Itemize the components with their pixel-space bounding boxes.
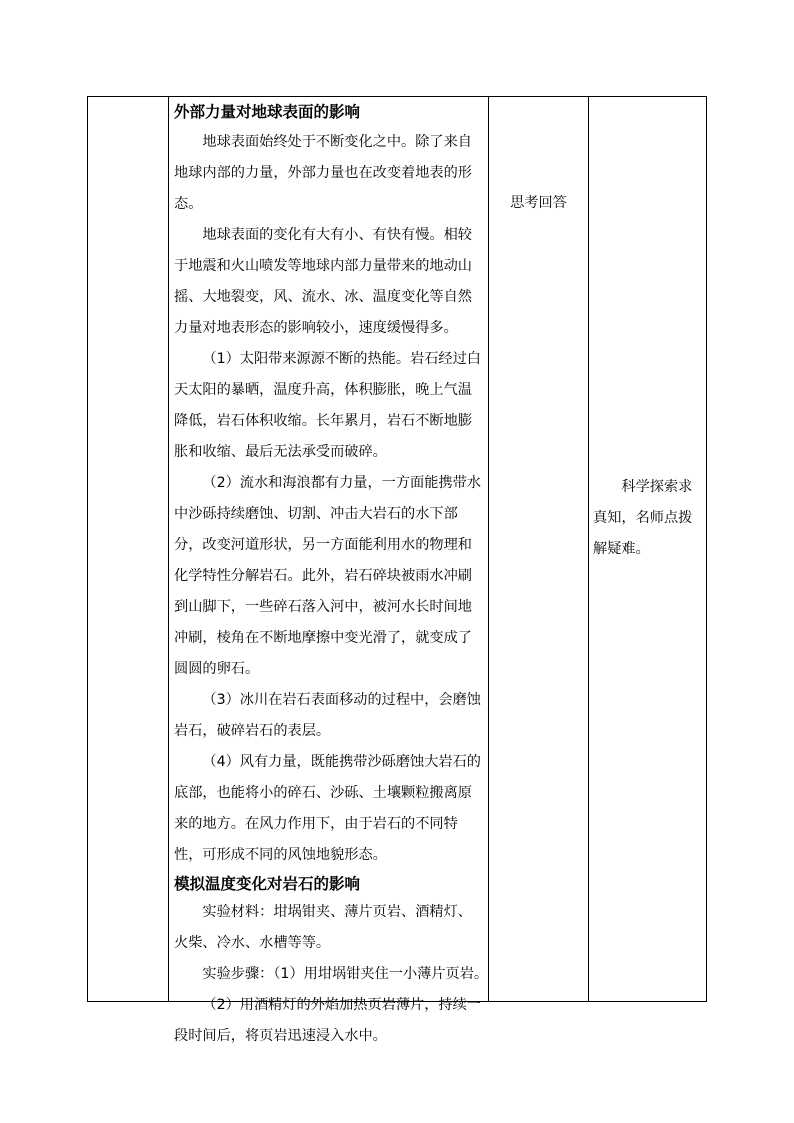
paragraph: 地球表面的变化有大有小、有快有慢。相较于地震和火山喷发等地球内部力量带来的地动山摇、大地裂变，风、流水、冰、温度变化等自然力量对地表形态的影响较小，速度缓慢得多。: [174, 227, 472, 336]
paragraph: 实验步骤：（1）用坩埚钳夹住一小薄片页岩。: [202, 966, 489, 982]
column-divider-3: [588, 97, 589, 1001]
paragraph: （2）流水和海浪都有力量，一方面能携带水中沙砾持续磨蚀、切割、冲击大岩石的水下部分，改变河道形状，另一方面能利用水的物理和化学特性分解岩石。此外，岩石碎块被雨水冲刷到山脚下，一些碎石落入河中，被河水长时间地冲刷，棱角在不断地摩擦中变光滑了，就变成了圆圆的卵石。: [174, 475, 481, 677]
section-heading: 模拟温度变化对岩石的影响: [174, 875, 361, 893]
paragraph: 实验材料：坩埚钳夹、薄片页岩、酒精灯、火柴、冷水、水槽等等。: [174, 904, 472, 951]
paragraph: （2）用酒精灯的外焰加热页岩薄片，持续一段时间后，将页岩迅速浸入水中。: [174, 997, 481, 1044]
teaching-content-cell: [174, 99, 489, 1052]
design-intent-cell: 科学探索求真知，名师点拨解疑难。: [593, 479, 693, 557]
paragraph: （4）风有力量，既能携带沙砾磨蚀大岩石的底部，也能将小的碎石、沙砾、土壤颗粒搬离原来的地方。在风力作用下，由于岩石的不同特性，可形成不同的风蚀地貌形态。: [174, 754, 481, 863]
paragraph: 地球表面始终处于不断变化之中。除了来自地球内部的力量，外部力量也在改变着地表的形态。: [174, 134, 472, 212]
lesson-table: [87, 96, 707, 1044]
column-divider-2: [488, 97, 489, 1001]
section-heading: 外部力量对地球表面的影响: [174, 103, 361, 121]
column-divider-1: [168, 97, 169, 1001]
paragraph: （1）太阳带来源源不断的热能。岩石经过白天太阳的暴晒，温度升高，体积膨胀，晚上气温降低，岩石体积收缩。长年累月，岩石不断地膨胀和收缩、最后无法承受而破碎。: [174, 351, 481, 460]
paragraph: （3）冰川在岩石表面移动的过程中，会磨蚀岩石，破碎岩石的表层。: [174, 692, 481, 739]
student-activity-cell: 思考回答: [510, 195, 567, 211]
